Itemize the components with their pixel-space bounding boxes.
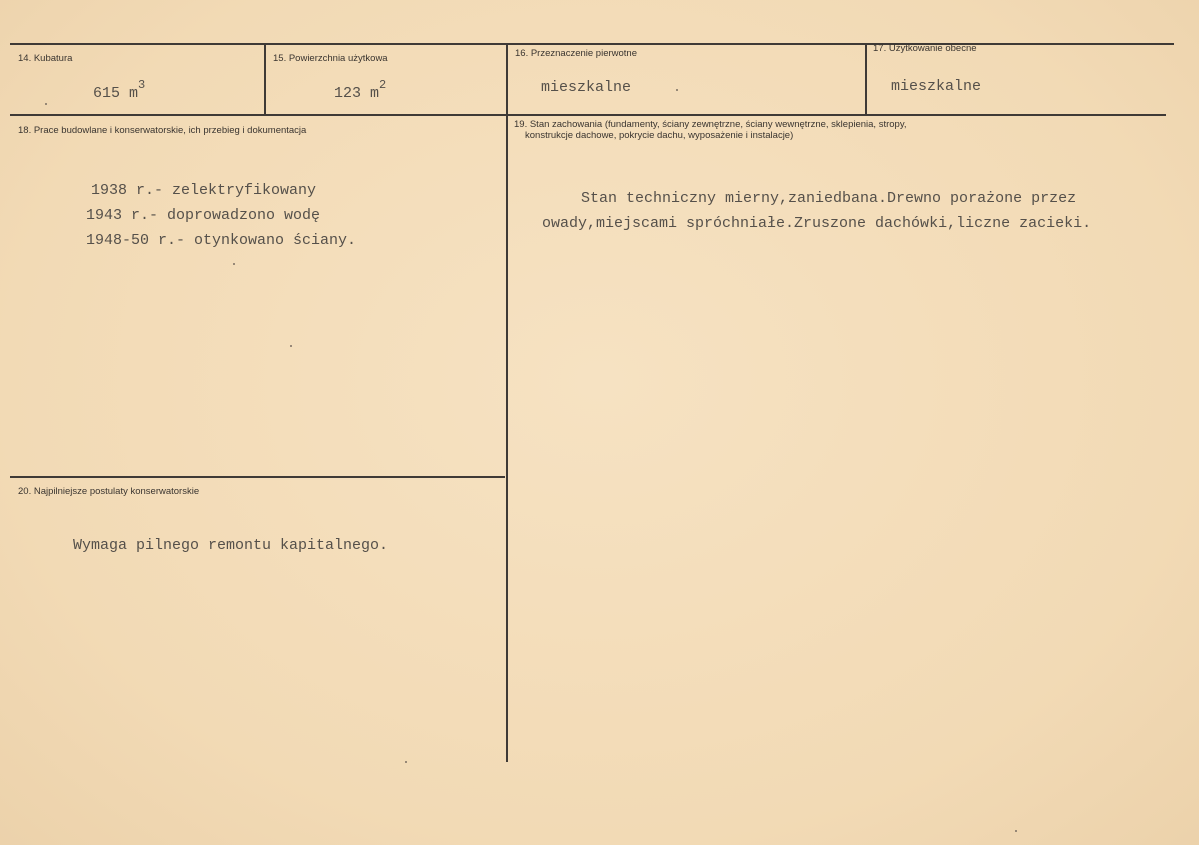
field-17-value: mieszkalne <box>891 78 982 95</box>
field-16-label: 16. Przeznaczenie pierwotne <box>515 48 637 59</box>
field-18-line-1: 1938 r.- zelektryfikowany <box>91 182 317 199</box>
field-18-label: 18. Prace budowlane i konserwatorskie, ich przebieg i dokumentacja <box>18 125 307 136</box>
field-19-label-line-2: konstrukcje dachowe, pokrycie dachu, wyposażenie i instalacje) <box>525 130 794 141</box>
divider-14-15 <box>264 44 266 115</box>
field-19-line-2: owady,miejscami spróchniałe.Zruszone dachówki,liczne zacieki. <box>542 215 1092 232</box>
field-19-label-line-1: 19. Stan zachowania (fundamenty, ściany zewnętrzne, ściany wewnętrzne, sklepienia, stropy, <box>514 119 907 130</box>
field-18-line-3: 1948-50 r.- otynkowano ściany. <box>86 232 357 249</box>
paper-speck <box>45 103 47 105</box>
field-14-label: 14. Kubatura <box>18 53 73 64</box>
field-18-line-2: 1943 r.- doprowadzono wodę <box>86 207 321 224</box>
row2-bottom-rule <box>10 476 505 478</box>
field-19-line-1: Stan techniczny mierny,zaniedbana.Drewno porażone przez <box>581 190 1077 207</box>
paper-speck <box>405 761 407 763</box>
paper-speck <box>290 345 292 347</box>
field-15-unit-sup: 2 <box>379 78 387 92</box>
field-16-value: mieszkalne <box>541 79 632 96</box>
field-15-label: 15. Powierzchnia użytkowa <box>273 53 388 64</box>
field-15-value <box>334 78 386 102</box>
paper-speck <box>1015 830 1017 832</box>
row1-bottom-rule <box>10 114 1166 116</box>
top-rule <box>10 43 1174 45</box>
field-14-unit-sup: 3 <box>138 78 146 92</box>
paper-speck <box>676 89 678 91</box>
field-20-value: Wymaga pilnego remontu kapitalnego. <box>73 537 389 554</box>
field-14-value-text: 615 m <box>93 85 139 102</box>
field-17-label: 17. Użytkowanie obecne <box>873 43 977 54</box>
field-15-value-text: 123 m <box>334 85 380 102</box>
divider-16-17 <box>865 44 867 115</box>
divider-15-16 <box>506 44 508 762</box>
paper-speck <box>233 263 235 265</box>
field-14-value <box>93 78 145 102</box>
field-20-label: 20. Najpilniejsze postulaty konserwatorskie <box>18 486 200 497</box>
